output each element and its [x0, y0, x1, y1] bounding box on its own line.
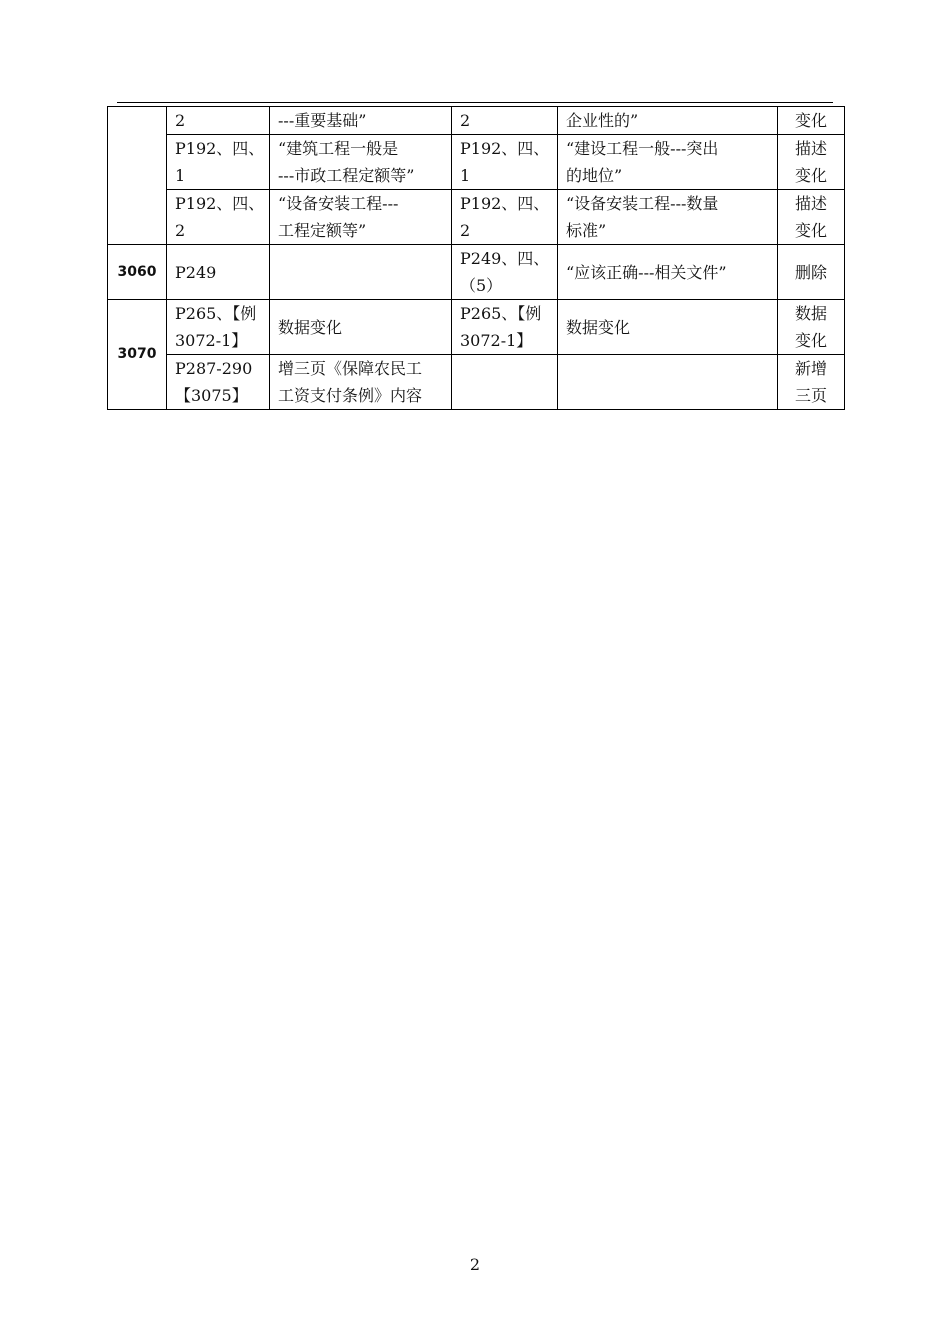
new-content-cell — [558, 355, 778, 410]
cell-line: 2 — [175, 221, 186, 240]
old-content-cell — [270, 355, 452, 410]
cell-line: 增三页《保障农民工 — [278, 359, 423, 378]
change-type-cell — [778, 190, 845, 245]
cell-line: 变化 — [794, 221, 827, 240]
cell-line: 的地位” — [566, 166, 623, 185]
cell-line: 描述 — [794, 139, 827, 158]
cell-line: 2 — [175, 111, 186, 130]
old-location-cell — [167, 245, 270, 300]
new-location-cell — [452, 107, 558, 135]
cell-line: 【3075】 — [175, 386, 248, 405]
cell-line: 三页 — [794, 386, 827, 405]
page-number: 2 — [469, 1255, 481, 1274]
section-code-cell: 3070 — [108, 300, 167, 410]
cell-line: 数据变化 — [566, 317, 631, 337]
cell-line: 新增 — [794, 359, 827, 378]
cell-line: 企业性的” — [566, 111, 639, 130]
cell-line: 工程定额等” — [278, 221, 367, 240]
cell-line: 标准” — [566, 221, 607, 240]
table-row — [108, 300, 845, 355]
cell-line: 1 — [175, 166, 186, 185]
cell-line: “建设工程一般---突出 — [566, 139, 719, 158]
table-row — [108, 107, 845, 135]
section-code-cell: 3060 — [108, 245, 167, 300]
cell-line: P192、四、 — [460, 194, 550, 213]
new-content-cell — [558, 300, 778, 355]
change-table — [107, 106, 845, 410]
cell-line: 2 — [460, 111, 471, 130]
cell-line: P287-290 — [175, 359, 253, 378]
old-content-cell — [270, 300, 452, 355]
change-type-cell — [778, 355, 845, 410]
old-content-cell — [270, 190, 452, 245]
old-location-cell — [167, 355, 270, 410]
cell-line: P192、四、 — [175, 139, 265, 158]
cell-line: “应该正确---相关文件” — [566, 262, 727, 282]
section-code-cell — [108, 107, 167, 245]
new-location-cell — [452, 245, 558, 300]
header-rule — [117, 102, 833, 103]
cell-line: 工资支付条例》内容 — [278, 386, 423, 405]
table-row — [108, 190, 845, 245]
cell-line: 2 — [460, 221, 471, 240]
table-row — [108, 245, 845, 300]
cell-line: P192、四、 — [460, 139, 550, 158]
cell-line: 3072-1】 — [460, 331, 533, 350]
new-location-cell — [452, 355, 558, 410]
cell-line: 数据变化 — [278, 317, 343, 337]
new-location-cell — [452, 190, 558, 245]
new-content-cell — [558, 135, 778, 190]
old-location-cell — [167, 135, 270, 190]
new-location-cell — [452, 300, 558, 355]
table-row — [108, 355, 845, 410]
cell-line: 3072-1】 — [175, 331, 248, 350]
change-type-cell — [778, 107, 845, 135]
cell-line: 变化 — [794, 166, 827, 185]
new-content-cell — [558, 107, 778, 135]
cell-line: ---市政工程定额等” — [278, 166, 415, 185]
cell-line: 描述 — [794, 194, 827, 213]
new-content-cell — [558, 190, 778, 245]
cell-line: （5） — [460, 276, 503, 295]
cell-line: P249、四、 — [460, 249, 550, 268]
new-content-cell — [558, 245, 778, 300]
cell-line: P249 — [175, 262, 217, 282]
change-type-cell — [778, 300, 845, 355]
cell-line: “设备安装工程---数量 — [566, 194, 719, 213]
cell-line: 数据 — [794, 304, 827, 323]
cell-line: “设备安装工程--- — [278, 194, 399, 213]
cell-line: P192、四、 — [175, 194, 265, 213]
old-location-cell — [167, 190, 270, 245]
change-type-cell — [778, 135, 845, 190]
old-location-cell — [167, 300, 270, 355]
new-location-cell — [452, 135, 558, 190]
cell-line: 删除 — [794, 262, 827, 282]
cell-line: P265、【例 — [460, 304, 542, 323]
old-content-cell — [270, 245, 452, 300]
cell-line: 1 — [460, 166, 471, 185]
table-row — [108, 135, 845, 190]
cell-line: P265、【例 — [175, 304, 257, 323]
old-location-cell — [167, 107, 270, 135]
cell-line: 变化 — [794, 111, 827, 130]
cell-line: ---重要基础” — [278, 111, 367, 130]
change-type-cell — [778, 245, 845, 300]
cell-line: “建筑工程一般是 — [278, 139, 399, 158]
old-content-cell — [270, 107, 452, 135]
old-content-cell — [270, 135, 452, 190]
cell-line: 变化 — [794, 331, 827, 350]
